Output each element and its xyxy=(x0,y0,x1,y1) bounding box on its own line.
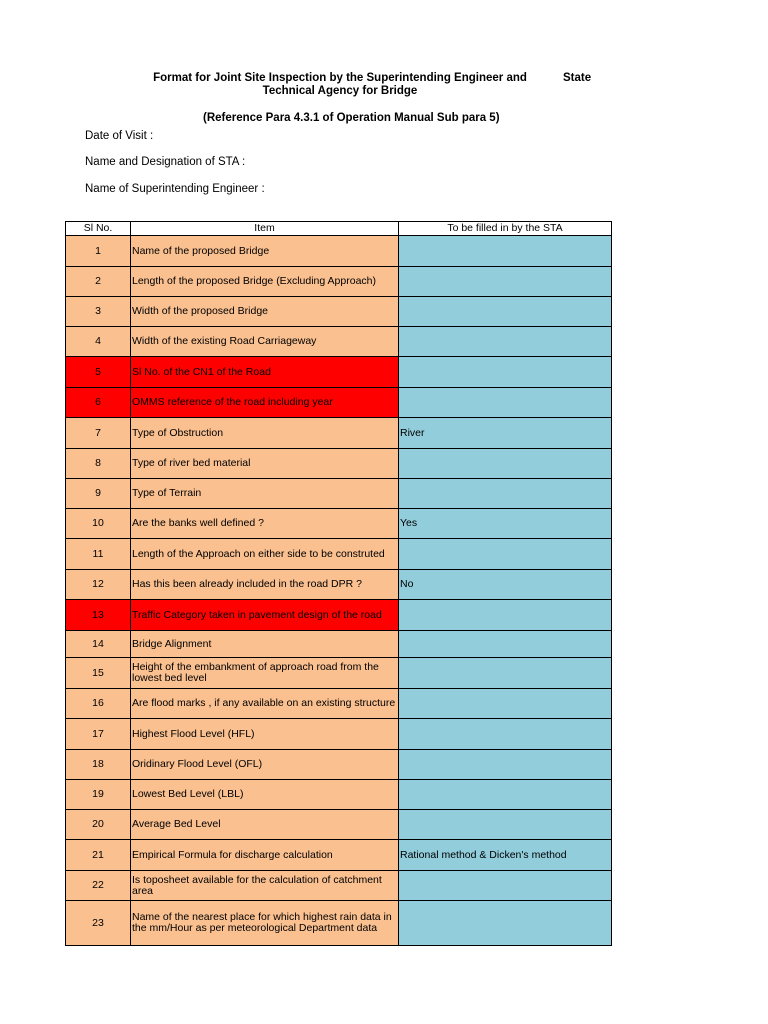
sta-entry-cell[interactable] xyxy=(399,750,612,780)
table-row xyxy=(66,357,612,388)
sta-entry-cell[interactable] xyxy=(399,449,612,479)
item-cell: Sl No. of the CN1 of the Road xyxy=(131,357,399,388)
sta-entry-cell[interactable] xyxy=(399,631,612,658)
item-cell: OMMS reference of the road including year xyxy=(131,388,399,418)
sta-entry-cell[interactable] xyxy=(399,539,612,570)
table-row xyxy=(66,780,612,810)
table-row xyxy=(66,750,612,780)
item-cell: Are flood marks , if any available on an existing structure xyxy=(131,689,399,719)
sl-no-cell: 9 xyxy=(66,479,131,509)
sl-no-cell: 16 xyxy=(66,689,131,719)
table-row xyxy=(66,267,612,297)
sta-entry-cell[interactable] xyxy=(399,267,612,297)
sta-entry-cell[interactable]: No xyxy=(399,570,612,600)
sta-entry-cell[interactable] xyxy=(399,658,612,689)
title-state: State xyxy=(563,72,592,84)
item-cell: Bridge Alignment xyxy=(131,631,399,658)
item-cell: Height of the embankment of approach road from the lowest bed level xyxy=(131,658,399,689)
sl-no-cell: 8 xyxy=(66,449,131,479)
sl-no-cell: 2 xyxy=(66,267,131,297)
table-row xyxy=(66,509,612,539)
superintending-engineer-label: Name of Superintending Engineer : xyxy=(85,183,265,195)
table-body xyxy=(66,236,612,946)
sl-no-cell: 20 xyxy=(66,810,131,840)
sl-no-cell: 14 xyxy=(66,631,131,658)
item-cell: Width of the existing Road Carriageway xyxy=(131,327,399,357)
sl-no-cell: 21 xyxy=(66,840,131,871)
table-row xyxy=(66,689,612,719)
sl-no-cell: 18 xyxy=(66,750,131,780)
item-cell: Has this been already included in the road DPR ? xyxy=(131,570,399,600)
item-cell: Empirical Formula for discharge calculation xyxy=(131,840,399,871)
sta-entry-cell[interactable] xyxy=(399,388,612,418)
table-row xyxy=(66,658,612,689)
sta-entry-cell[interactable] xyxy=(399,357,612,388)
table-row xyxy=(66,901,612,946)
item-cell: Name of the proposed Bridge xyxy=(131,236,399,267)
sl-no-cell: 23 xyxy=(66,901,131,946)
sta-entry-cell[interactable] xyxy=(399,327,612,357)
column-header-item: Item xyxy=(131,222,399,236)
table-row xyxy=(66,418,612,449)
title-line-2: Technical Agency for Bridge xyxy=(262,85,418,97)
sl-no-cell: 5 xyxy=(66,357,131,388)
date-of-visit-label: Date of Visit : xyxy=(85,130,154,142)
sta-entry-cell[interactable] xyxy=(399,297,612,327)
sl-no-cell: 13 xyxy=(66,600,131,631)
sl-no-cell: 12 xyxy=(66,570,131,600)
item-cell: Is toposheet available for the calculation of catchment area xyxy=(131,871,399,901)
reference-note: (Reference Para 4.3.1 of Operation Manual Sub para 5) xyxy=(203,112,500,124)
table-row xyxy=(66,719,612,750)
item-cell: Type of Terrain xyxy=(131,479,399,509)
sta-entry-cell[interactable] xyxy=(399,236,612,267)
item-cell: Oridinary Flood Level (OFL) xyxy=(131,750,399,780)
sl-no-cell: 15 xyxy=(66,658,131,689)
sl-no-cell: 7 xyxy=(66,418,131,449)
sl-no-cell: 6 xyxy=(66,388,131,418)
item-cell: Lowest Bed Level (LBL) xyxy=(131,780,399,810)
table-row xyxy=(66,479,612,509)
sta-entry-cell[interactable] xyxy=(399,780,612,810)
sta-entry-cell[interactable] xyxy=(399,901,612,946)
sta-entry-cell[interactable] xyxy=(399,810,612,840)
table-row xyxy=(66,871,612,901)
document-title xyxy=(140,72,540,98)
table-row xyxy=(66,810,612,840)
table-header-row xyxy=(66,222,612,236)
table-row xyxy=(66,539,612,570)
sta-name-label: Name and Designation of STA : xyxy=(85,156,246,168)
item-cell: Are the banks well defined ? xyxy=(131,509,399,539)
item-cell: Length of the Approach on either side to be construted xyxy=(131,539,399,570)
item-cell: Type of Obstruction xyxy=(131,418,399,449)
table-row xyxy=(66,327,612,357)
table-row xyxy=(66,236,612,267)
item-cell: Name of the nearest place for which highest rain data in the mm/Hour as per meteorological Department data xyxy=(131,901,399,946)
inspection-table xyxy=(65,221,612,946)
table-row xyxy=(66,631,612,658)
sta-entry-cell[interactable]: Yes xyxy=(399,509,612,539)
sl-no-cell: 19 xyxy=(66,780,131,810)
item-cell: Type of river bed material xyxy=(131,449,399,479)
item-cell: Width of the proposed Bridge xyxy=(131,297,399,327)
sl-no-cell: 1 xyxy=(66,236,131,267)
sta-entry-cell[interactable]: River xyxy=(399,418,612,449)
table-row xyxy=(66,449,612,479)
table-row xyxy=(66,388,612,418)
column-header-sta: To be filled in by the STA xyxy=(399,222,612,236)
sta-entry-cell[interactable] xyxy=(399,600,612,631)
sta-entry-cell[interactable] xyxy=(399,479,612,509)
sl-no-cell: 10 xyxy=(66,509,131,539)
sl-no-cell: 3 xyxy=(66,297,131,327)
item-cell: Length of the proposed Bridge (Excluding Approach) xyxy=(131,267,399,297)
item-cell: Highest Flood Level (HFL) xyxy=(131,719,399,750)
sl-no-cell: 4 xyxy=(66,327,131,357)
sta-entry-cell[interactable] xyxy=(399,689,612,719)
table-row xyxy=(66,297,612,327)
sl-no-cell: 11 xyxy=(66,539,131,570)
table-row xyxy=(66,600,612,631)
item-cell: Average Bed Level xyxy=(131,810,399,840)
table-row xyxy=(66,570,612,600)
sl-no-cell: 22 xyxy=(66,871,131,901)
sta-entry-cell[interactable] xyxy=(399,719,612,750)
sl-no-cell: 17 xyxy=(66,719,131,750)
item-cell: Traffic Category taken in pavement design of the road xyxy=(131,600,399,631)
sta-entry-cell[interactable] xyxy=(399,871,612,901)
sta-entry-cell[interactable]: Rational method & Dicken's method xyxy=(399,840,612,871)
table-row xyxy=(66,840,612,871)
column-header-sl-no: Sl No. xyxy=(66,222,131,236)
title-line-1: Format for Joint Site Inspection by the Superintending Engineer and xyxy=(153,72,527,84)
